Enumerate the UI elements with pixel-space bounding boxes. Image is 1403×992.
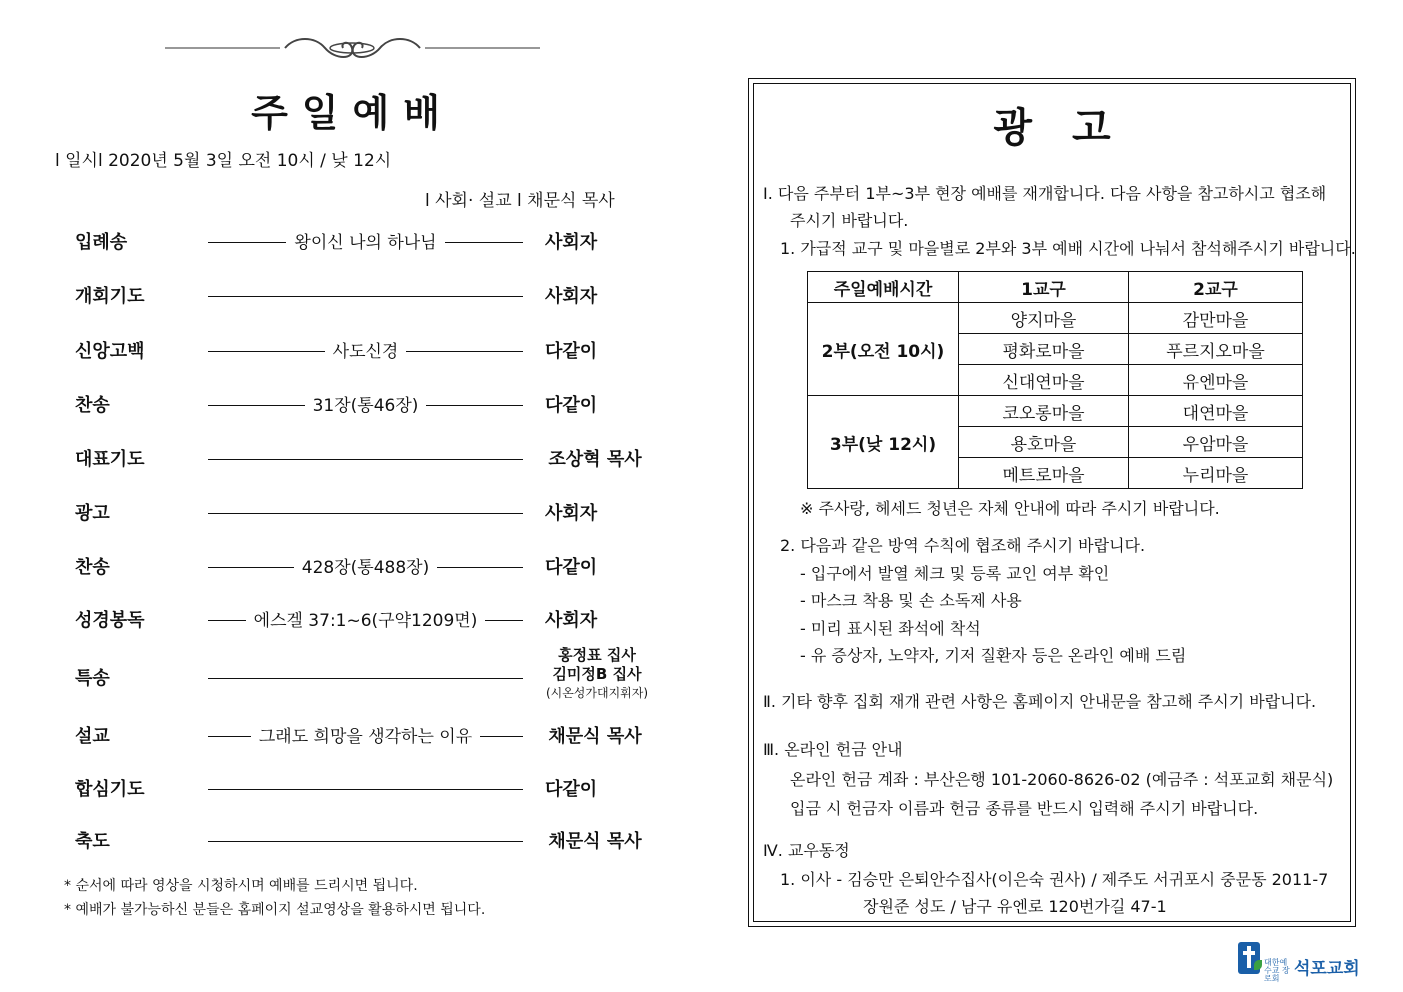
order-item: 그래도 희망을 생각하는 이유 xyxy=(251,727,480,747)
table-cell: 신대연마을 xyxy=(959,365,1129,396)
table-group-label: 2부(오전 10시) xyxy=(808,303,959,396)
section4-heading: Ⅳ. 교우동정 xyxy=(763,841,850,860)
order-person: 사회자 xyxy=(545,610,598,631)
order-person: 다같이 xyxy=(545,341,598,362)
table-header: 1교구 xyxy=(959,272,1129,303)
table-cell: 평화로마을 xyxy=(959,334,1129,365)
worship-date: l 일시l 2020년 5월 3일 오전 10시 / 낮 12시 xyxy=(55,151,392,171)
order-name: 합심기도 xyxy=(75,779,145,800)
order-name: 개회기도 xyxy=(75,286,145,307)
table-cell: 대연마을 xyxy=(1129,396,1303,427)
order-row xyxy=(75,228,645,258)
order-person: 채문식 목사 xyxy=(548,831,642,852)
order-name: 광고 xyxy=(75,503,110,524)
order-item: 왕이신 나의 하나님 xyxy=(286,233,444,253)
worship-leader: l 사회· 설교 l 채문식 목사 xyxy=(425,191,615,211)
order-name: 찬송 xyxy=(75,395,110,416)
order-person: 사회자 xyxy=(545,503,598,524)
order-person: 사회자 xyxy=(545,232,598,253)
table-row xyxy=(808,303,1303,334)
section3-heading: Ⅲ. 온라인 헌금 안내 xyxy=(763,740,903,759)
order-item: 사도신경 xyxy=(325,342,407,362)
table-cell: 누리마을 xyxy=(1129,458,1303,489)
section1-heading-cont: 주시기 바랍니다. xyxy=(790,211,909,230)
note-line: * 예배가 불가능하신 분들은 홈페이지 설교영상을 활용하시면 됩니다. xyxy=(64,902,486,918)
section4-move2: 장원준 성도 / 남구 유엔로 120번가길 47-1 xyxy=(863,897,1167,916)
section1-item1: 1. 가급적 교구 및 마을별로 2부와 3부 예배 시간에 나눠서 참석해주시기 바랍니다. xyxy=(780,239,1356,258)
order-person: 조상혁 목사 xyxy=(548,449,642,470)
order-item: 에스겔 37:1~6(구약1209면) xyxy=(246,611,486,631)
table-cell: 유엔마을 xyxy=(1129,365,1303,396)
order-item: 428장(통488장) xyxy=(294,558,437,578)
church-logo xyxy=(1238,942,1360,983)
order-name: 입례송 xyxy=(75,232,128,253)
logo-denomination: 대한예수교 장로회 xyxy=(1264,958,1290,983)
order-person: 김미정B 집사 xyxy=(552,665,642,683)
table-cell: 양지마을 xyxy=(959,303,1129,334)
order-name: 설교 xyxy=(75,726,110,747)
order-row xyxy=(75,646,649,700)
order-row xyxy=(75,606,645,636)
table-cell: 용호마을 xyxy=(959,427,1129,458)
order-person: 채문식 목사 xyxy=(548,726,642,747)
order-line xyxy=(208,459,523,460)
table-cell: 코오롱마을 xyxy=(959,396,1129,427)
order-row xyxy=(75,722,645,752)
order-line xyxy=(208,789,523,790)
section1-item2: 2. 다음과 같은 방역 수칙에 협조해 주시기 바랍니다. xyxy=(780,536,1146,555)
logo-church-name: 석포교회 xyxy=(1294,959,1360,979)
table-row xyxy=(808,396,1303,427)
note-line: * 순서에 따라 영상을 시청하시며 예배를 드리시면 됩니다. xyxy=(64,878,418,894)
order-person: 다같이 xyxy=(545,395,598,416)
order-line xyxy=(208,841,523,842)
table-note: ※ 주사랑, 헤세드 청년은 자체 안내에 따라 주시기 바랍니다. xyxy=(800,499,1220,518)
order-line xyxy=(208,296,523,297)
section3-account: 온라인 헌금 계좌 : 부산은행 101-2060-8626-02 (예금주 : 석포교회 채문식) xyxy=(790,770,1334,789)
worship-notes xyxy=(64,874,485,922)
item2-bullet: - 마스크 착용 및 손 소독제 사용 xyxy=(800,591,1022,610)
worship-title: 주일예배 xyxy=(251,91,454,135)
special-song-persons xyxy=(533,646,661,703)
order-name: 신앙고백 xyxy=(75,341,145,362)
order-row xyxy=(75,282,645,312)
section4-move1: 1. 이사 - 김승만 은퇴안수집사(이은숙 권사) / 제주도 서귀포시 중문동 2011-7 xyxy=(780,870,1329,889)
order-person: 다같이 xyxy=(545,557,598,578)
order-person: 사회자 xyxy=(545,286,598,307)
order-name: 찬송 xyxy=(75,557,110,578)
announcement-title: 광고 xyxy=(993,105,1151,151)
table-cell: 메트로마을 xyxy=(959,458,1129,489)
order-row xyxy=(75,827,645,857)
order-name: 특송 xyxy=(75,668,110,689)
table-header: 주일예배시간 xyxy=(808,272,959,303)
item2-bullet: - 미리 표시된 좌석에 착석 xyxy=(800,619,981,638)
item2-bullet: - 입구에서 발열 체크 및 등록 교인 여부 확인 xyxy=(800,564,1110,583)
order-row xyxy=(75,499,645,529)
order-item: 31장(통46장) xyxy=(305,396,427,416)
table-cell: 감만마을 xyxy=(1129,303,1303,334)
table-group-label: 3부(낮 12시) xyxy=(808,396,959,489)
section2: Ⅱ. 기타 향후 집회 재개 관련 사항은 홈페이지 안내문을 참고해 주시기 바랍니다. xyxy=(763,692,1317,711)
order-row xyxy=(75,553,645,583)
table-cell: 우암마을 xyxy=(1129,427,1303,458)
order-name: 축도 xyxy=(75,831,110,852)
order-person: 홍정표 집사 xyxy=(558,646,636,664)
order-row xyxy=(75,445,645,475)
order-line xyxy=(208,513,523,514)
order-name: 성경봉독 xyxy=(75,610,145,631)
ornament-divider xyxy=(165,36,540,60)
table-header: 2교구 xyxy=(1129,272,1303,303)
worship-time-table xyxy=(807,271,1303,489)
order-line xyxy=(208,678,523,679)
leaf-icon xyxy=(1254,960,1262,970)
item2-bullet: - 유 증상자, 노약자, 기저 질환자 등은 온라인 예배 드림 xyxy=(800,646,1187,665)
table-cell: 푸르지오마을 xyxy=(1129,334,1303,365)
order-person: 다같이 xyxy=(545,779,598,800)
order-name: 대표기도 xyxy=(75,449,145,470)
section3-instruction: 입금 시 헌금자 이름과 헌금 종류를 반드시 입력해 주시기 바랍니다. xyxy=(790,799,1259,818)
order-row xyxy=(75,775,645,805)
section1-heading: Ⅰ. 다음 주부터 1부~3부 현장 예배를 재개합니다. 다음 사항을 참고하시고 협조해 xyxy=(763,184,1327,203)
order-person-role: (시온성가대지휘자) xyxy=(545,686,649,700)
order-row xyxy=(75,391,645,421)
order-row xyxy=(75,337,645,367)
